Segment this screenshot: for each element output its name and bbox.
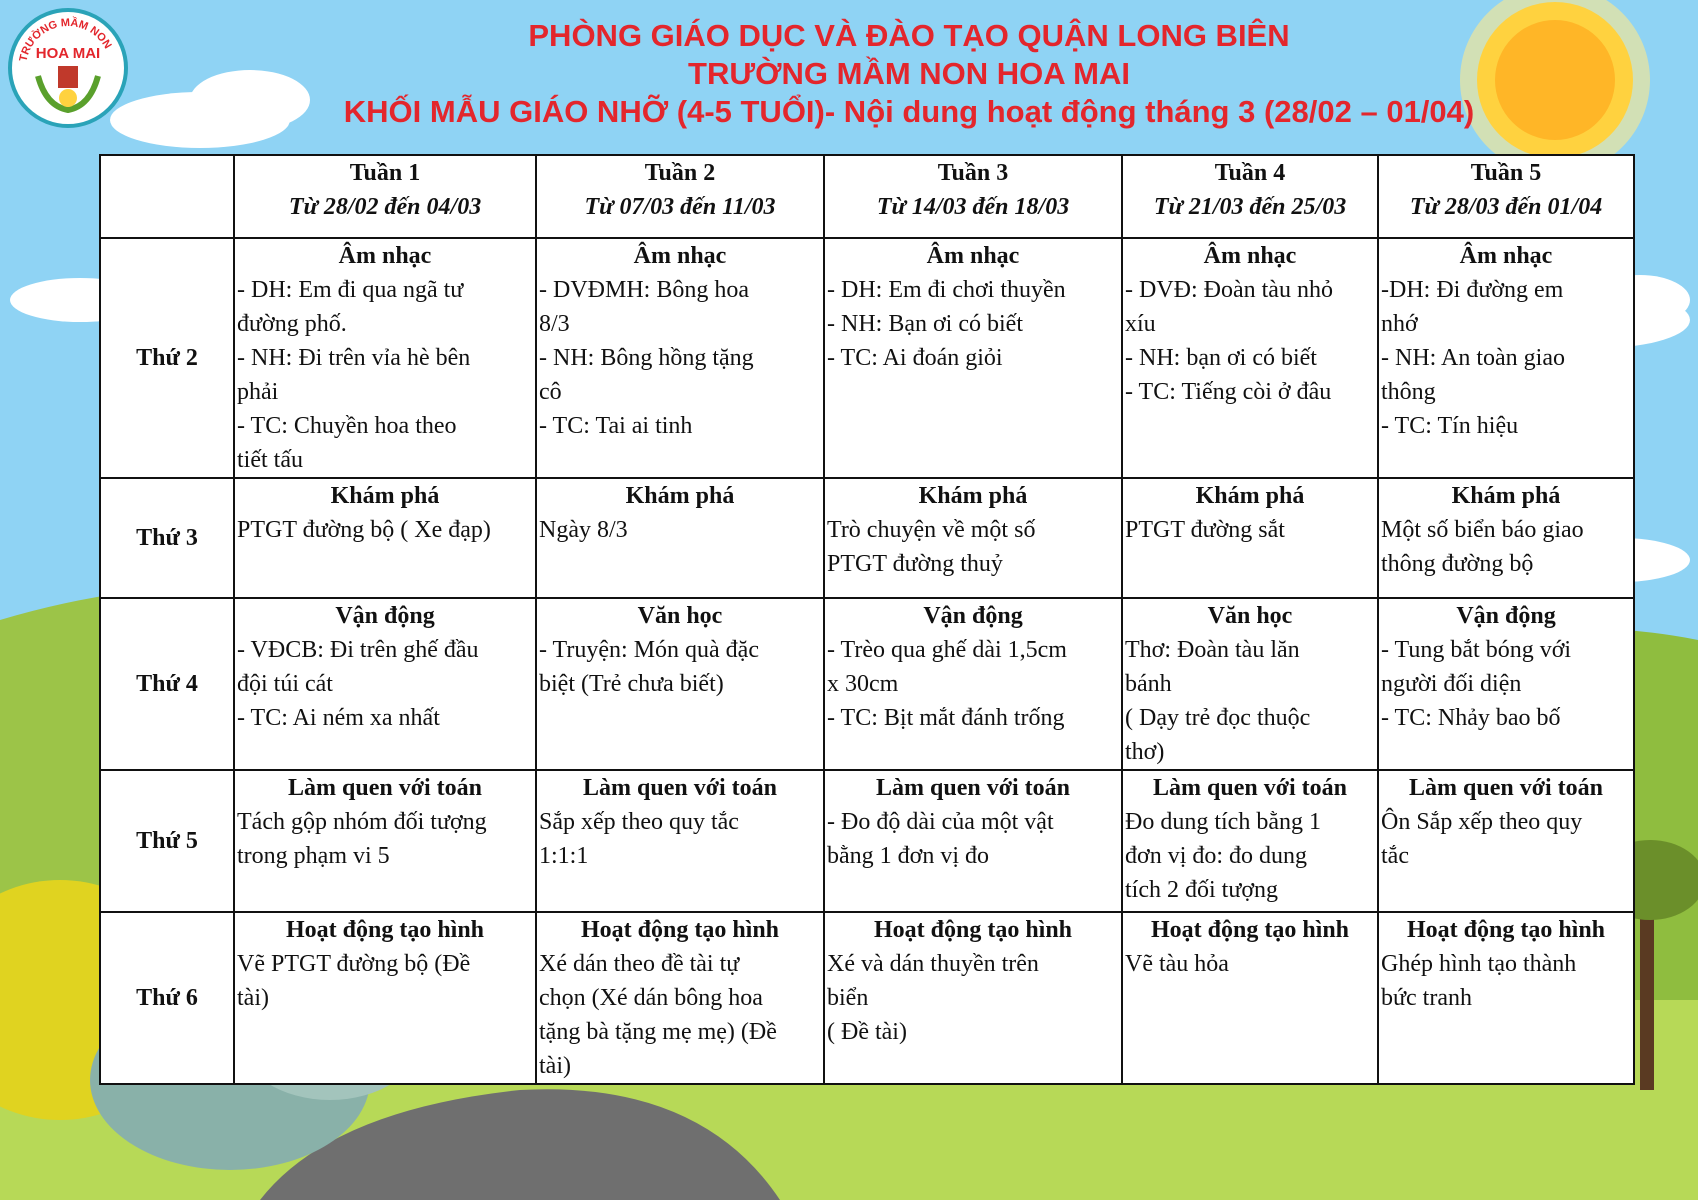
header-line-1: PHÒNG GIÁO DỤC VÀ ĐÀO TẠO QUẬN LONG BIÊN [528,18,1290,53]
activity-subject: Âm nhạc [1459,243,1553,269]
activity-line: - NH: An toàn giao [1381,345,1565,371]
activity-subject: Khám phá [330,483,440,509]
activity-subject: Văn học [637,603,723,629]
activity-line: chọn (Xé dán bông hoa [539,985,763,1011]
activity-line: tài) [539,1053,571,1079]
activity-line: tài) [237,985,269,1011]
activity-subject: Khám phá [918,483,1028,509]
activity-subject: Khám phá [1195,483,1305,509]
activity-cell [536,770,824,912]
activity-line: - TC: Nhảy bao bố [1381,705,1561,731]
activity-line: - TC: Bịt mắt đánh trống [827,705,1065,731]
activity-cell [1378,478,1634,598]
activity-cell [234,238,536,478]
activity-line: - TC: Ai ném xa nhất [237,705,440,731]
activity-cell [536,912,824,1084]
activity-line: bằng 1 đơn vị đo [827,843,990,869]
week-range: Từ 14/03 đến 18/03 [876,194,1070,220]
activity-line: x 30cm [827,671,899,697]
activity-line: đội túi cát [237,671,333,697]
week-name: Tuần 4 [1214,160,1286,186]
activity-line: - DVĐMH: Bông hoa [539,277,749,303]
activity-line: bánh [1125,671,1172,697]
activity-line: Trò chuyện về một số [827,517,1036,543]
schedule-body [100,155,1634,1084]
day-label: Thứ 2 [100,238,234,478]
logo-arc-text: TRƯỜNG MẦM NON [17,16,114,63]
activity-cell [536,598,824,770]
activity-subject: Văn học [1207,603,1293,629]
week-range: Từ 28/02 đến 04/03 [288,194,482,220]
activity-subject: Âm nhạc [926,243,1020,269]
activity-cell [234,770,536,912]
day-label: Thứ 6 [100,912,234,1084]
activity-line: Một số biển báo giao [1381,517,1584,543]
week-header-5 [1378,155,1634,238]
activity-line: biệt (Trẻ chưa biết) [539,671,724,697]
activity-line: Đo dung tích bằng 1 [1125,809,1321,835]
activity-line: thơ) [1125,739,1165,765]
activity-line: - Đo độ dài của một vật [827,809,1054,835]
activity-subject: Làm quen với toán [288,775,482,801]
day-label: Thứ 3 [100,478,234,598]
schedule-row [100,912,1634,1084]
schedule-row [100,598,1634,770]
activity-line: Ngày 8/3 [539,517,628,543]
activity-cell [234,478,536,598]
logo-name: HOA MAI [35,45,101,62]
week-header-4 [1122,155,1378,238]
activity-line: trong phạm vi 5 [237,843,390,869]
activity-line: phải [237,379,279,405]
activity-cell [1122,912,1378,1084]
week-range: Từ 28/03 đến 01/04 [1409,194,1603,220]
activity-line: - Tung bắt bóng với [1381,637,1572,663]
activity-cell [234,912,536,1084]
activity-cell [824,238,1122,478]
activity-line: người đối diện [1381,671,1522,697]
activity-line: Ghép hình tạo thành [1381,951,1577,977]
activity-line: Xé dán theo đề tài tự [539,951,740,977]
activity-subject: Âm nhạc [338,243,432,269]
activity-line: tiết tấu [237,447,303,473]
activity-line: - NH: Bạn ơi có biết [827,311,1023,337]
week-header-row [100,155,1634,238]
activity-line: tích 2 đối tượng [1125,877,1279,903]
header-line-2: TRƯỜNG MẦM NON HOA MAI [688,56,1130,91]
week-name: Tuần 5 [1470,160,1542,186]
activity-line: Tách gộp nhóm đối tượng [237,809,487,835]
activity-line: PTGT đường sắt [1125,517,1285,543]
activity-cell [1378,598,1634,770]
activity-line: -DH: Đi đường em [1381,277,1564,303]
week-name: Tuần 2 [644,160,716,186]
activity-subject: Làm quen với toán [1409,775,1603,801]
corner-cell [100,155,234,238]
activity-line: nhớ [1381,311,1418,337]
activity-subject: Làm quen với toán [583,775,777,801]
activity-line: - VĐCB: Đi trên ghế đầu [237,637,479,663]
activity-line: thông [1381,379,1436,405]
activity-line: - TC: Tiếng còi ở đâu [1125,379,1332,405]
week-name: Tuần 1 [349,160,421,186]
activity-line: ( Dạy trẻ đọc thuộc [1125,705,1311,731]
activity-subject: Khám phá [625,483,735,509]
activity-line: - NH: Đi trên vỉa hè bên [237,345,471,371]
schedule-table [99,154,1635,1085]
activity-line: - NH: bạn ơi có biết [1125,345,1317,371]
week-header-1 [234,155,536,238]
activity-cell [824,770,1122,912]
schedule-row [100,238,1634,478]
activity-line: thông đường bộ [1381,551,1534,577]
activity-subject: Khám phá [1451,483,1561,509]
activity-cell [1378,770,1634,912]
schedule-row [100,478,1634,598]
activity-line: 1:1:1 [539,843,589,869]
activity-cell [824,912,1122,1084]
activity-line: bức tranh [1381,985,1472,1011]
activity-line: cô [539,379,562,405]
activity-line: xíu [1125,311,1156,337]
activity-line: tắc [1381,843,1409,869]
activity-line: ( Đề tài) [827,1019,907,1045]
activity-cell [234,598,536,770]
week-header-3 [824,155,1122,238]
activity-subject: Âm nhạc [633,243,727,269]
week-header-2 [536,155,824,238]
header-line-3: KHỐI MẪU GIÁO NHỠ (4-5 TUỔI)- Nội dung hoạt động tháng 3 (28/02 – 01/04) [343,94,1475,129]
activity-cell [1378,238,1634,478]
day-label: Thứ 4 [100,598,234,770]
activity-line: biển [827,985,869,1011]
activity-line: - Truyện: Món quà đặc [539,637,759,663]
activity-subject: Hoạt động tạo hình [873,917,1073,943]
activity-subject: Hoạt động tạo hình [580,917,780,943]
activity-subject: Vận động [1456,603,1556,629]
schedule-row [100,770,1634,912]
activity-line: Thơ: Đoàn tàu lăn [1125,637,1300,663]
activity-subject: Hoạt động tạo hình [1150,917,1350,943]
day-label: Thứ 5 [100,770,234,912]
activity-cell [1122,770,1378,912]
week-name: Tuần 3 [937,160,1009,186]
activity-line: - DVĐ: Đoàn tàu nhỏ [1125,277,1333,303]
activity-cell [1122,238,1378,478]
activity-line: đường phố. [237,311,347,337]
activity-line: - TC: Tín hiệu [1381,413,1519,439]
activity-line: tặng bà tặng mẹ mẹ) (Đề [539,1019,777,1045]
activity-line: Sắp xếp theo quy tắc [539,809,739,835]
activity-line: PTGT đường bộ ( Xe đạp) [237,517,491,543]
activity-line: - Trèo qua ghế dài 1,5cm [827,637,1067,663]
activity-line: - NH: Bông hồng tặng [539,345,754,371]
activity-cell [1378,912,1634,1084]
activity-subject: Hoạt động tạo hình [1406,917,1606,943]
activity-cell [536,238,824,478]
activity-line: - DH: Em đi chơi thuyền [827,277,1066,303]
activity-line: 8/3 [539,311,570,337]
activity-subject: Làm quen với toán [1153,775,1347,801]
activity-subject: Âm nhạc [1203,243,1297,269]
activity-cell [824,478,1122,598]
activity-subject: Vận động [923,603,1023,629]
activity-line: - TC: Ai đoán giỏi [827,345,1003,371]
activity-cell [1122,478,1378,598]
activity-subject: Hoạt động tạo hình [285,917,485,943]
activity-line: PTGT đường thuỷ [827,551,1003,577]
week-range: Từ 07/03 đến 11/03 [584,194,776,220]
activity-line: Vẽ PTGT đường bộ (Đề [237,951,471,977]
activity-subject: Làm quen với toán [876,775,1070,801]
activity-cell [1122,598,1378,770]
activity-line: đơn vị đo: đo dung [1125,843,1308,869]
week-range: Từ 21/03 đến 25/03 [1153,194,1347,220]
activity-line: Ôn Sắp xếp theo quy [1381,809,1583,835]
activity-line: - TC: Tai ai tinh [539,413,693,439]
activity-line: Xé và dán thuyền trên [827,951,1039,977]
activity-cell [536,478,824,598]
activity-line: - TC: Chuyền hoa theo [237,413,457,439]
activity-line: - DH: Em đi qua ngã tư [237,277,464,303]
activity-cell [824,598,1122,770]
activity-subject: Vận động [335,603,435,629]
activity-line: Vẽ tàu hỏa [1125,951,1229,977]
